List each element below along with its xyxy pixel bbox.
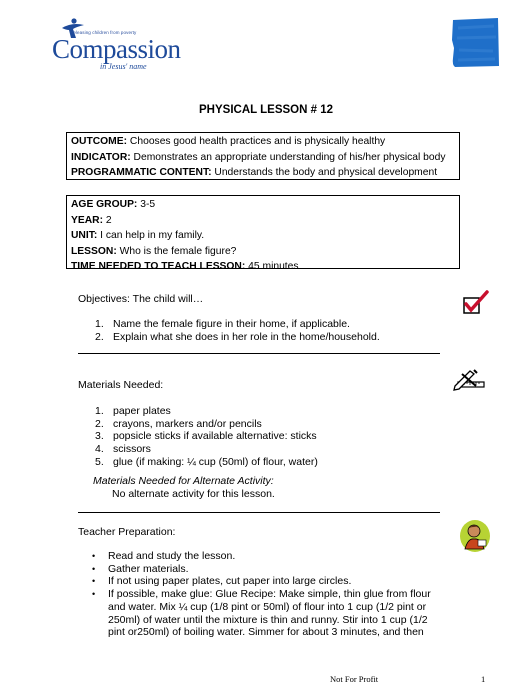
outcome-row: OUTCOME: Chooses good health practices and is physically healthy	[71, 136, 386, 147]
list-item: 1. paper plates	[95, 405, 171, 417]
objectives-label: Objectives: The child will…	[78, 293, 204, 305]
list-item: • Gather materials.	[92, 562, 189, 575]
unit-row: UNIT: I can help in my family.	[71, 230, 205, 241]
list-item: • Read and study the lesson.	[92, 550, 236, 562]
age-group-row: AGE GROUP: 3-5	[71, 199, 156, 210]
list-item: 2. crayons, markers and/or pencils	[95, 417, 262, 430]
logo-tagline: Releasing children from poverty	[70, 30, 137, 35]
list-item: • If possible, make glue: Glue Recipe: Make simple, thin glue from flour and water. Mix ¼ cup (1/8 pint or 50ml) of flour into 1 cup (1/2 pint or 250ml) of water until the mixture is thin and runny. Stir into 1 cup (1/2 pint or250ml) of boiling water. Simmer for about 3 minutes, and then	[92, 588, 431, 639]
logo-wordmark: Compassion	[52, 34, 181, 64]
section-divider	[78, 512, 440, 513]
teacher-prep-label: Teacher Preparation:	[78, 526, 176, 538]
outcome-box	[66, 132, 460, 180]
list-item: 4. scissors	[95, 443, 151, 456]
list-item: 1. Name the female figure in their home, if applicable.	[95, 318, 350, 330]
section-divider	[78, 353, 440, 354]
lesson-row: LESSON: Who is the female figure?	[71, 245, 237, 257]
list-item: 3. popsicle sticks if available alternative: sticks	[95, 430, 317, 443]
year-row: YEAR: 2	[71, 214, 112, 226]
list-item: 2. Explain what she does in her role in the home/household.	[95, 330, 380, 343]
page-title: PHYSICAL LESSON # 12	[199, 104, 333, 116]
time-needed-row: TIME NEEDED TO TEACH LESSON: 45 minutes	[71, 261, 299, 272]
lesson-info-box	[66, 195, 460, 272]
list-item: 5. glue (if making: ¼ cup (50ml) of flour, water)	[95, 455, 318, 468]
indicator-row: INDICATOR: Demonstrates an appropriate understanding of his/her physical body	[71, 151, 446, 163]
teacher-avatar-icon	[458, 518, 492, 554]
programmatic-content-row: PROGRAMMATIC CONTENT: Understands the body and physical development	[71, 167, 438, 178]
blue-brush-block	[452, 18, 500, 68]
page-number: 1	[481, 674, 486, 684]
compassion-logo	[48, 18, 181, 74]
alternate-materials-label: Materials Needed for Alternate Activity:	[93, 475, 274, 487]
alternate-materials-text: No alternate activity for this lesson.	[112, 488, 275, 500]
objectives-list	[95, 318, 380, 343]
footer-text: Not For Profit	[330, 674, 379, 684]
logo-subtitle: in Jesus' name	[100, 62, 147, 71]
list-item: • If not using paper plates, cut paper into large circles.	[92, 575, 352, 588]
pencil-ruler-icon	[452, 368, 488, 392]
checkbox-check-icon	[462, 290, 490, 316]
materials-label: Materials Needed:	[78, 379, 164, 391]
teacher-prep-list	[90, 550, 440, 639]
materials-list	[95, 405, 318, 469]
